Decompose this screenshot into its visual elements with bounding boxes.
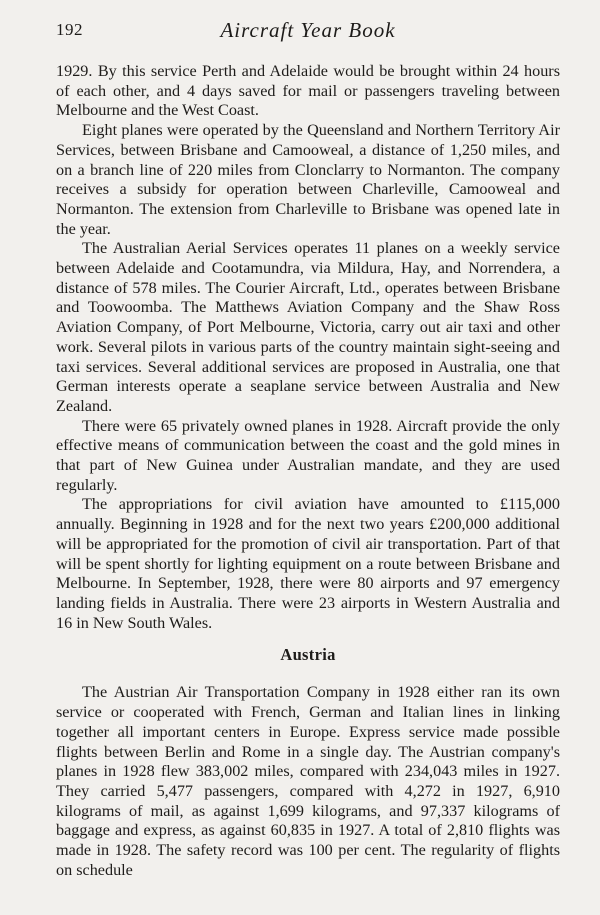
paragraph-private-planes: There were 65 privately owned planes in 1928. Aircraft provide the only effective means of communication between the coast and the gold mines in that part of New Guinea under Australian mandate, and they are used regularly. <box>56 416 560 494</box>
running-title: Aircraft Year Book <box>220 18 396 42</box>
paragraph-australian-aerial-services: The Australian Aerial Services operates 11 planes on a weekly service between Adelaide and Cootamundra, via Mildura, Hay, and Norrendera, a distance of 578 miles. The Courier Aircraft, Ltd., operates between Brisbane and Toowoomba. The Matthews Aviation Company and the Shaw Ross Aviation Company, of Port Melbourne, Victoria, carry out air taxi and other work. Several pilots in various parts of the country maintain sight-seeing and taxi services. Several additional services are proposed in Australia, one that German interests operate a seaplane service between Australia and New Zealand. <box>56 239 560 415</box>
running-head <box>56 18 560 48</box>
page-number: 192 <box>56 20 83 39</box>
section-heading-austria: Austria <box>280 645 336 665</box>
body-text <box>56 62 560 880</box>
paragraph-austrian-air-transport: The Austrian Air Transportation Company in 1928 either ran its own service or cooperated with French, German and Italian lines in linking together all important centers in Europe. Express service made possible flights between Berlin and Rome in a single day. The Austrian company's planes in 1928 flew 383,002 miles, compared with 234,043 miles in 1927. They carried 5,477 passengers, compared with 4,272 in 1927, 6,910 kilograms of mail, as against 1,699 kilograms, and 97,337 kilograms of baggage and express, as against 60,835 in 1927. A total of 2,810 flights was made in 1928. The safety record was 100 per cent. The regularity of flights on schedule <box>56 683 560 879</box>
paragraph-appropriations: The appropriations for civil aviation have amounted to £115,000 annually. Beginning in 1928 and for the next two years £200,000 additional will be appropriated for the promotion of civil air transportation. Part of that will be spent shortly for lighting equipment on a route between Brisbane and Melbourne. In September, 1928, there were 80 airports and 97 emergency landing fields in Australia. There were 23 airports in Western Australia and 16 in New South Wales. <box>56 495 560 632</box>
paragraph-queensland-air-services: Eight planes were operated by the Queensland and Northern Territory Air Services, between Brisbane and Camooweal, a distance of 1,250 miles, and on a branch line of 220 miles from Clonclarry to Normanton. The company receives a subsidy for operation between Charleville, Camooweal and Normanton. The extension from Charleville to Brisbane was opened late in the year. <box>56 121 560 238</box>
paragraph-continued: 1929. By this service Perth and Adelaide would be brought within 24 hours of each other, and 4 days saved for mail or passengers traveling between Melbourne and the West Coast. <box>56 62 560 120</box>
